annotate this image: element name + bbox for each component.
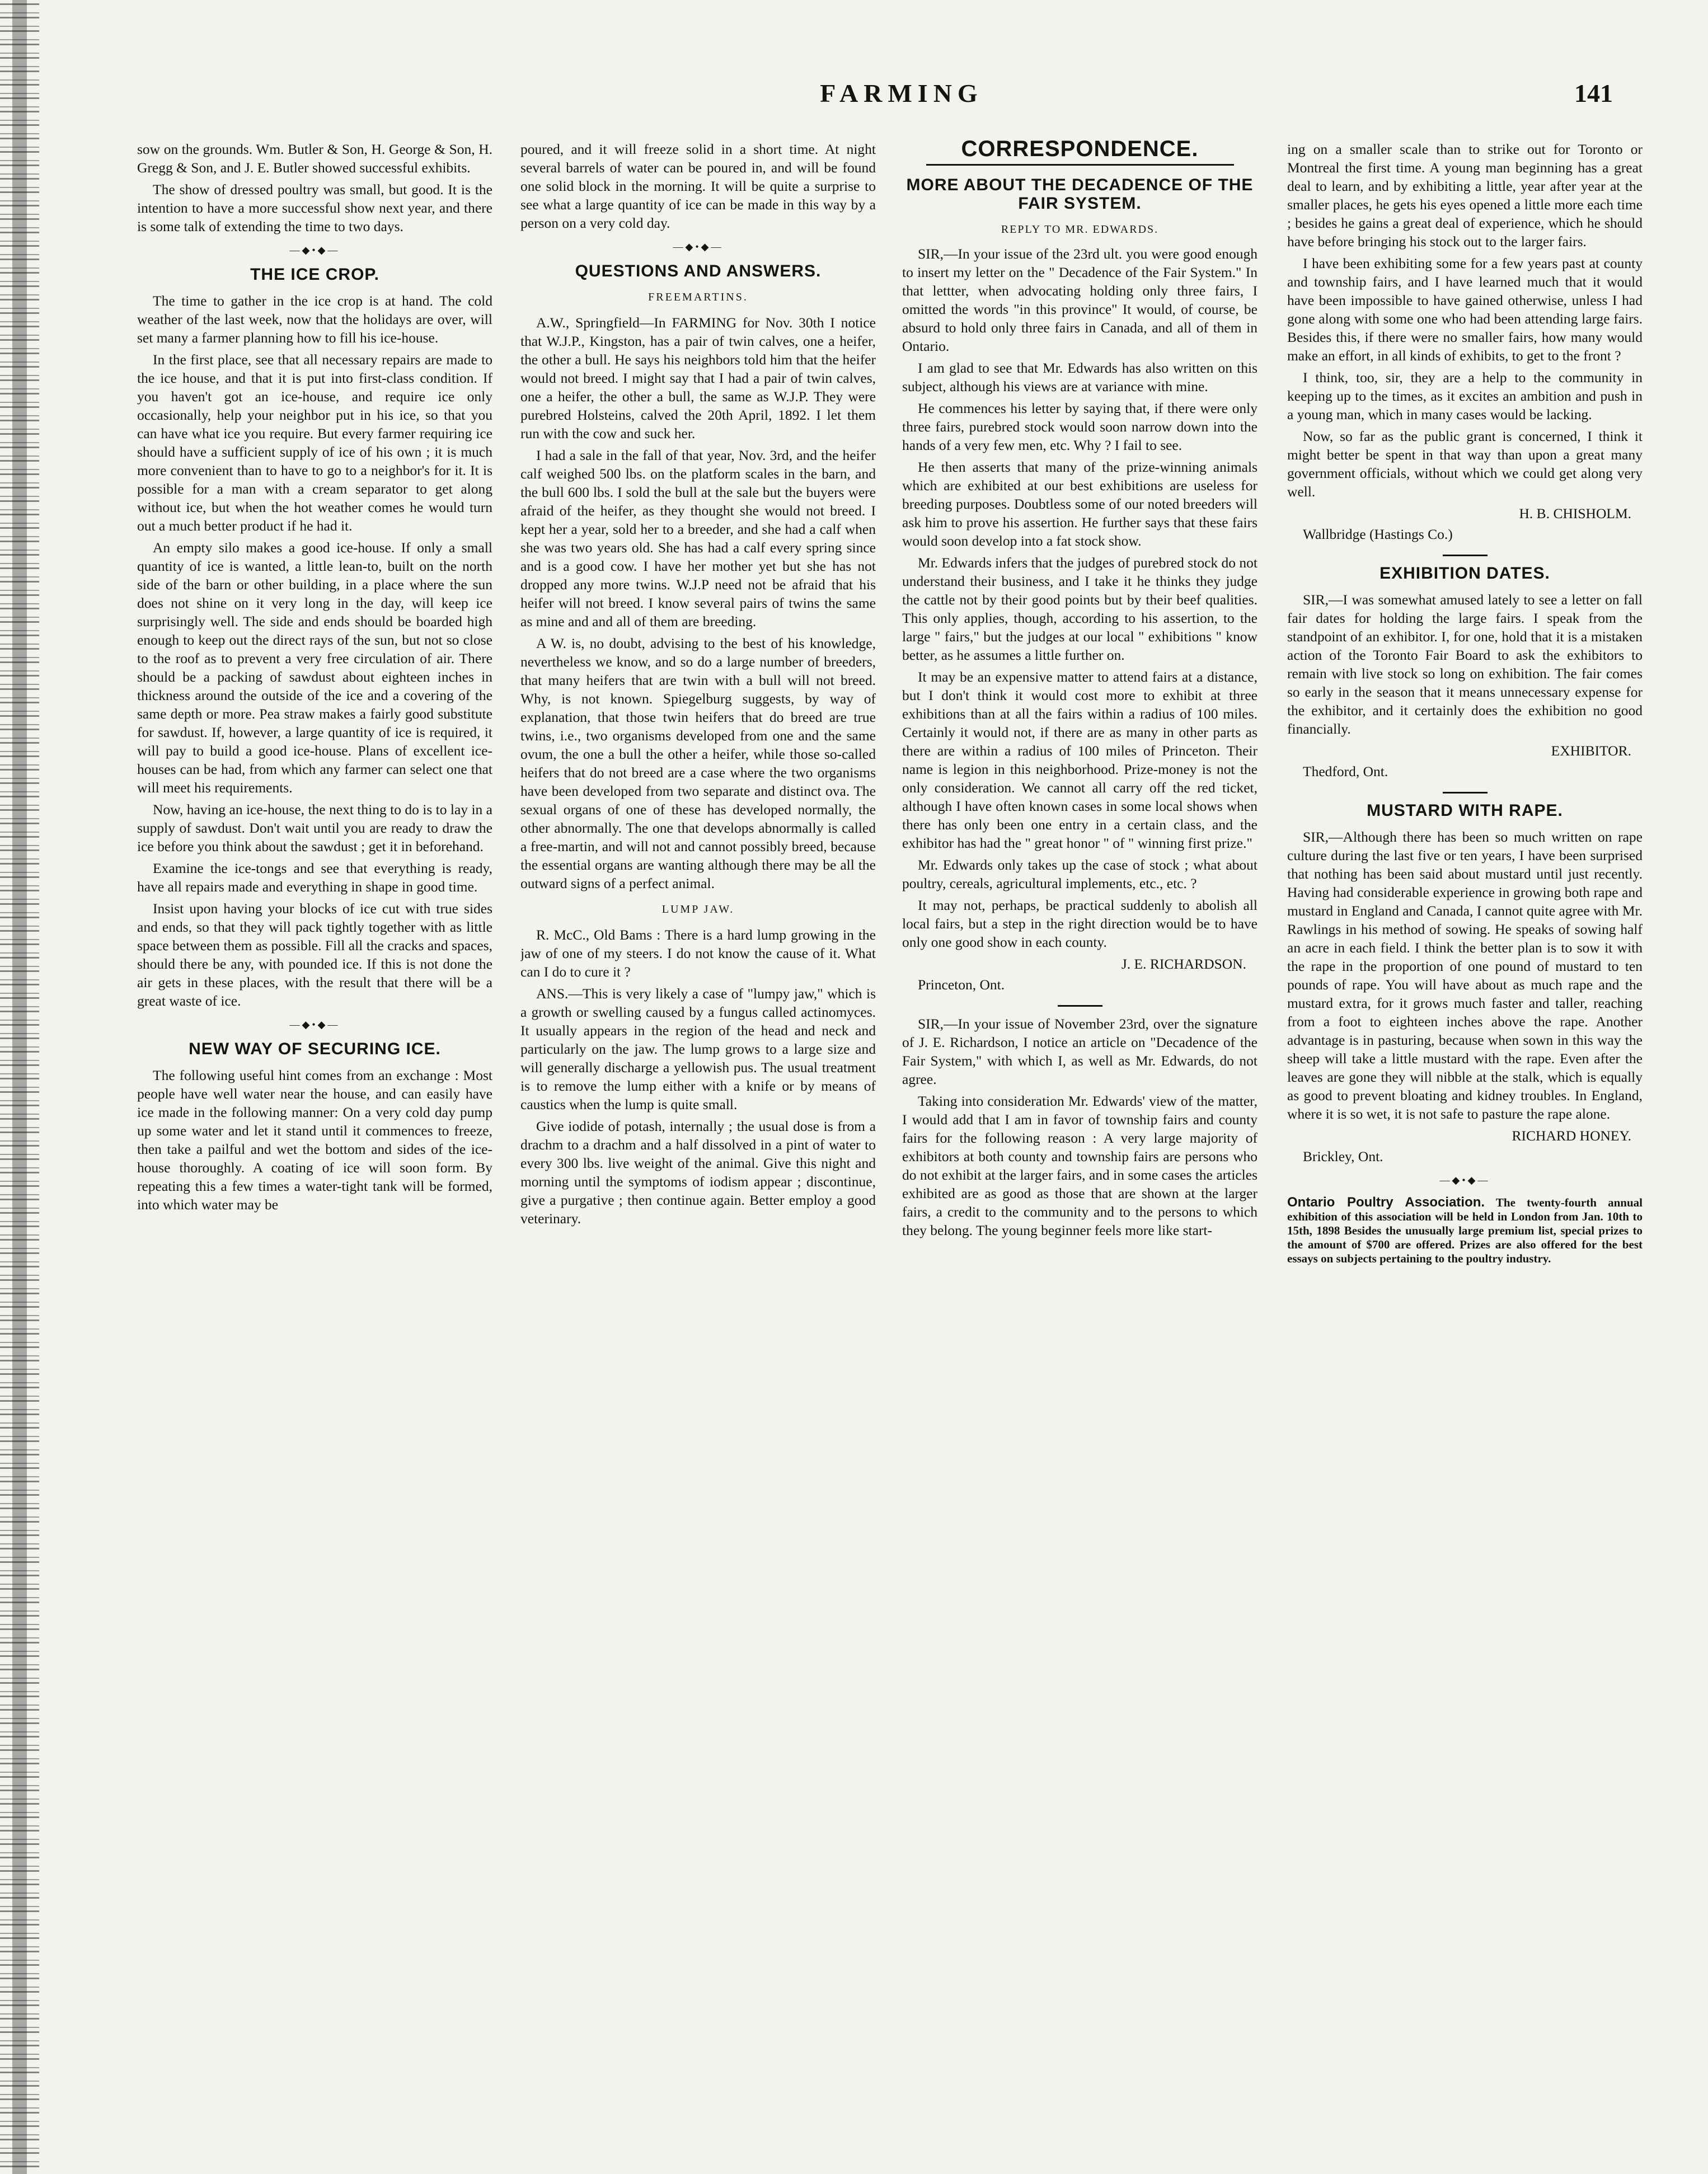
paragraph: He commences his letter by saying that, if there were only three fairs, purebred stock would soon narrow down into the hands of a very few men, etc. Why ? I fail to see.: [902, 400, 1257, 453]
running-title: FARMING: [820, 79, 983, 107]
divider-rule: [1443, 792, 1488, 793]
paragraph: A W. is, no doubt, advising to the best of his knowledge, nevertheless we know, and so do a large number of breeders, that many heifers that are twin with a bull will not breed. Why, is not known. Spiegelburg suggests, by way of explanation, that those twin heifers that do breed are true twins, i.e., two organisms developed from one and the same ovum, the one a bull the other a heifer, while those so-called heifers that do not breed are a case where the two organisms have been developed from two separate and distinct ova. The sexual organs of one of these has developed normally, the other abnormally. The one that develops abnormally is called a free-martin, and will not and cannot possibly breed, because the essential organs are wanting although there may be all the outward signs of a perfect animal.: [520, 635, 876, 891]
section-rule: [926, 164, 1234, 166]
dateline: Thedford, Ont.: [1303, 763, 1388, 780]
signature: RICHARD HONEY.: [1512, 1128, 1631, 1144]
paragraph: SIR,—In your issue of the 23rd ult. you were good enough to insert my letter on the " Decadence of the Fair System." In that lettter, when advocating holding only three fairs, I omitted the words "in this province" It would, of course, be absurd to hold only three fairs in Canada, and all of them in Ontario.: [902, 246, 1257, 354]
page-number: 141: [1574, 79, 1613, 107]
column-2: [520, 140, 876, 2138]
notice-body: The twenty-fourth annual exhibition of this association will be held in London from Jan. 10th to 15th, 1898 Besides the unusually large premium list, special prizes to the amount of $700 are offered. Prizes are also offered for the best essays on subjects pertaining to the poultry industry.: [1287, 1196, 1643, 1265]
paragraph: I am glad to see that Mr. Edwards has also written on this subject, although his views are at variance with mine.: [902, 360, 1257, 395]
mustard-heading: MUSTARD WITH RAPE.: [1367, 801, 1563, 820]
new-way-heading: NEW WAY OF SECURING ICE.: [189, 1040, 441, 1058]
paragraph: poured, and it will freeze solid in a short time. At night several barrels of water can be poured in, and will be found one solid block in the morning. It will be quite a surprise to see what a large quantity of ice can be made in this way by a person on a very cold day.: [520, 141, 876, 231]
paragraph: Insist upon having your blocks of ice cut with true sides and ends, so that they will pack tightly together with as little space between them as possible. Fill all the cracks and spaces, should there be any, with pounded ice. If this is not done the air gets in these places, with the result that there will be a great waste of ice.: [137, 900, 492, 1009]
paragraph: Mr. Edwards infers that the judges of purebred stock do not understand their business, and I take it he thinks they judge the cattle not by their good points but by their beef qualities. This only applies, though, according to his assertion, to the large " fairs," but the judges at our local " exhibitions " know better, as he assumes a little further on.: [902, 555, 1257, 663]
column-1: [137, 140, 492, 2138]
paragraph: ANS.—This is very likely a case of "lumpy jaw," which is a growth or swelling caused by a fungus called actinomyces. It usually appears in the region of the head and neck and particularly on the jaw. The lump grows to a large size and will generally discharge a yellowish pus. The usual treatment is to remove the lump either with a knife or by means of caustics when the lump is quite small.: [520, 985, 876, 1112]
signature: EXHIBITOR.: [1551, 743, 1631, 759]
correspondence-heading: CORRESPONDENCE.: [961, 140, 1199, 161]
dateline: Wallbridge (Hastings Co.): [1303, 526, 1453, 542]
paragraph: SIR,—Although there has been so much written on rape culture during the last five or ten years, I have been surprised that nothing has been said about mustard until just recently. Having had considerable experience in growing both rape and mustard in England and Canada, I cannot quite agree with Mr. Rawlings in his method of sowing. He speaks of sowing half an acre in each field. I think the better plan is to sow it with the rape in the proportion of one pound of mustard to ten pounds of rape. You will have about as much rape and the mustard extra, for it grows much faster and taller, reaching from a foot to eighteen inches above the rape. Another advantage is in pasturing, because when sown in this way the sheep will take a little mustard with the rape. Even after the leaves are gone they will nibble at the stalk, which is equally as good to prevent bloating and kidney troubles. In England, where it is so wet, it is not safe to pasture the rape alone.: [1287, 829, 1643, 1122]
ornament-divider: —◆•◆—: [289, 245, 340, 256]
paragraph: I think, too, sir, they are a help to the community in keeping up to the times, as it excites an ambition and push in a young man, which in many cases would be lacking.: [1287, 369, 1643, 422]
paragraph: It may be an expensive matter to attend fairs at a distance, but I don't think it would cost more to exhibit at three exhibitions than at all the fairs within a radius of 100 miles. Certainly it would not, if there are as many in other parts as there are within a radius of 100 miles of Princeton. Their name is legion in this neighborhood. Prize-money is not the only consideration. We cannot all carry off the red ticket, although I have often known cases in some local shows when there has only been one entry in a certain class, and the exhibitor has had the " great honor " of " winning first prize.": [902, 669, 1257, 851]
paragraph: Mr. Edwards only takes up the case of stock ; what about poultry, cereals, agricultural implements, etc., etc. ?: [902, 857, 1257, 891]
paragraph: SIR,—In your issue of November 23rd, over the signature of J. E. Richardson, I notice an article on "Decadence of the Fair System," with which I, as well as Mr. Edwards, do not agree.: [902, 1016, 1257, 1087]
poultry-notice: [1287, 1195, 1643, 1266]
dateline: Princeton, Ont.: [918, 976, 1005, 993]
page-header: [140, 78, 1663, 118]
paragraph: The time to gather in the ice crop is at hand. The cold weather of the last week, now that the holidays are over, will set many a farmer planning how to fill his ice-house.: [137, 293, 492, 346]
paragraph: Now, so far as the public grant is concerned, I think it might better be spent in that way than upon a great many government officials, without which we could get along very well.: [1287, 428, 1643, 500]
paragraph: SIR,—I was somewhat amused lately to see a letter on fall fair dates for holding the large fairs. I speak from the standpoint of an exhibitor. I, for one, hold that it is a mistaken action of the Toronto Fair Board to ask the exhibitors to remain with live stock so long on exhibition. The fair comes so early in the season that it means unnecessary expense for the exhibitor, and it certainly does the exhibition no good financially.: [1287, 591, 1643, 737]
decadence-heading: MORE ABOUT THE DECADENCE OF THE FAIR SYSTEM.: [906, 176, 1254, 213]
paragraph: In the first place, see that all necessary repairs are made to the ice house, and that it is put into first-class condition. If you haven't got an ice-house, and require ice only occasionally, help your neighbor put in his ice, so that you can have what ice you require. But every farmer requiring ice should have a sufficient supply of ice of his own ; it is much more convenient than to have to go to a neighbor's for it. It is possible for a man with a cream separator to get along without ice, but when the hot weather comes he would turn out a much better product if he had it.: [137, 351, 492, 534]
paragraph: The show of dressed poultry was small, but good. It is the intention to have a more successful show next year, and there is some talk of extending the time to two days.: [137, 181, 492, 234]
freemartins-subheading: FREEMARTINS.: [648, 291, 748, 303]
divider-rule: [1443, 555, 1488, 556]
signature: J. E. RICHARDSON.: [1121, 956, 1246, 972]
paragraph: sow on the grounds. Wm. Butler & Son, H. George & Son, H. Gregg & Son, and J. E. Butler showed successful exhibits.: [137, 141, 492, 176]
paragraph: Give iodide of potash, internally ; the usual dose is from a drachm to a drachm and a half dissolved in a pint of water to every 300 lbs. live weight of the animal. Give this night and morning until the symptoms of iodism appear ; discontinue, give a purgative ; then continue again. Better employ a good veterinary.: [520, 1118, 876, 1227]
notice-title: Ontario Poultry Association.: [1287, 1195, 1485, 1210]
paragraph: It may not, perhaps, be practical suddenly to abolish all local fairs, but a step in the right direction would be to have only one good show in each county.: [902, 897, 1257, 950]
paragraph: ing on a smaller scale than to strike out for Toronto or Montreal the first time. A young man beginning has a great deal to learn, and by exhibiting a little, year after year at the smaller places, he gets his eyes opened a little more each time ; besides he gains a great deal of experience, which he should have before bringing his stock out to the larger fairs.: [1287, 141, 1643, 250]
paragraph: The following useful hint comes from an exchange : Most people have well water near the house, and can easily have ice made in the following manner: On a very cold day pump up some water and let it stand until it commences to freeze, then take a pailful and wet the bottom and sides of the ice-house thoroughly. A coating of ice will soon form. By repeating this a few times a water-tight tank will be formed, into which water may be: [137, 1067, 492, 1213]
ornament-divider: —◆•◆—: [1439, 1175, 1490, 1186]
reply-subheading: REPLY TO MR. EDWARDS.: [1001, 223, 1159, 236]
ice-crop-heading: THE ICE CROP.: [250, 265, 379, 284]
paragraph: I have been exhibiting some for a few years past at county and township fairs, and I have learned much that it would have been impossible to have gained otherwise, unless I had gone along with some one who had been attending large fairs. Besides this, if there were no smaller fairs, how many would make an effort, in all kinds of exhibits, to get to the front ?: [1287, 255, 1643, 364]
exhibition-dates-heading: EXHIBITION DATES.: [1379, 564, 1550, 583]
paragraph: I had a sale in the fall of that year, Nov. 3rd, and the heifer calf weighed 500 lbs. on the platform scales in the barn, and the bull 600 lbs. I sold the bull at the sale but the buyers were afraid of the heifer, as they thought she would not breed. I kept her a year, sold her to a breeder, and she had a calf when she was two years old. She has had a calf every spring since and is a good cow. I have her mother yet but she has not dropped any more twins. W.J.P need not be afraid that his heifer will not breed. I know several pairs of twins the same as mine and and all of them are breeding.: [520, 447, 876, 630]
lump-jaw-subheading: LUMP JAW.: [661, 903, 735, 915]
paragraph: A.W., Springfield—In FARMING for Nov. 30th I notice that W.J.P., Kingston, has a pair of twin calves, one a heifer, the other a bull. He says his neighbors told him that the heifer would not breed. I might say that I had a pair of twin calves, one a heifer, the other a bull, the same as W.J.P. They were purebred Holsteins, calved the 20th April, 1892. I let them run with the cow and suck her.: [520, 314, 876, 442]
dateline: Brickley, Ont.: [1303, 1148, 1383, 1165]
column-3: [902, 140, 1257, 2138]
divider-rule: [1058, 1005, 1102, 1007]
paragraph: Taking into consideration Mr. Edwards' view of the matter, I would add that I am in favor of township fairs and county fairs for the following reason : A very large majority of exhibitors at both county and township fairs are persons who do not exhibit at the larger fairs, and in some cases the articles exhibited are as good as those that are shown at the larger fairs, a credit to the community and to the persons to which they belong. The young beginner feels more like start-: [902, 1093, 1257, 1238]
paragraph: R. McC., Old Bams : There is a hard lump growing in the jaw of one of my steers. I do not know the cause of it. What can I do to cure it ?: [520, 927, 876, 980]
signature: H. B. CHISHOLM.: [1519, 505, 1631, 522]
paragraph: Examine the ice-tongs and see that everything is ready, have all repairs made and everything in shape in good time.: [137, 860, 492, 895]
paragraph: He then asserts that many of the prize-winning animals which are exhibited at our best exhibitions are useless for breeding purposes. Doubtless some of our noted breeders will ask him to prove his assertion. He further says that these fairs would soon develop into a fat stock show.: [902, 459, 1257, 549]
column-4: [1287, 140, 1643, 2138]
ornament-divider: —◆•◆—: [289, 1019, 340, 1030]
binding-shadow: [12, 0, 27, 2174]
paragraph: An empty silo makes a good ice-house. If only a small quantity of ice is wanted, a little lean-to, built on the north side of the barn or other building, in a place where the sun does not shine on it very long in the day, will keep ice surprisingly well. The side and ends should be boarded high enough to keep out the direct rays of the sun, but not so close to the roof as to prevent a very free circulation of air. There should be a packing of sawdust about eighteen inches in thickness around the outside of the ice and a covering of the same depth or more. Pea straw makes a fairly good substitute for sawdust. If, however, a large quantity of ice is required, it will pay to build a good ice-house. Plans of excellent ice-houses can be had, from which any farmer can select one that will meet his requirements.: [137, 539, 492, 796]
paragraph: Now, having an ice-house, the next thing to do is to lay in a supply of sawdust. Don't wait until you are ready to draw the ice before you think about the sawdust ; get it in beforehand.: [137, 801, 492, 854]
questions-answers-heading: QUESTIONS AND ANSWERS.: [575, 262, 822, 280]
ornament-divider: —◆•◆—: [673, 241, 724, 252]
